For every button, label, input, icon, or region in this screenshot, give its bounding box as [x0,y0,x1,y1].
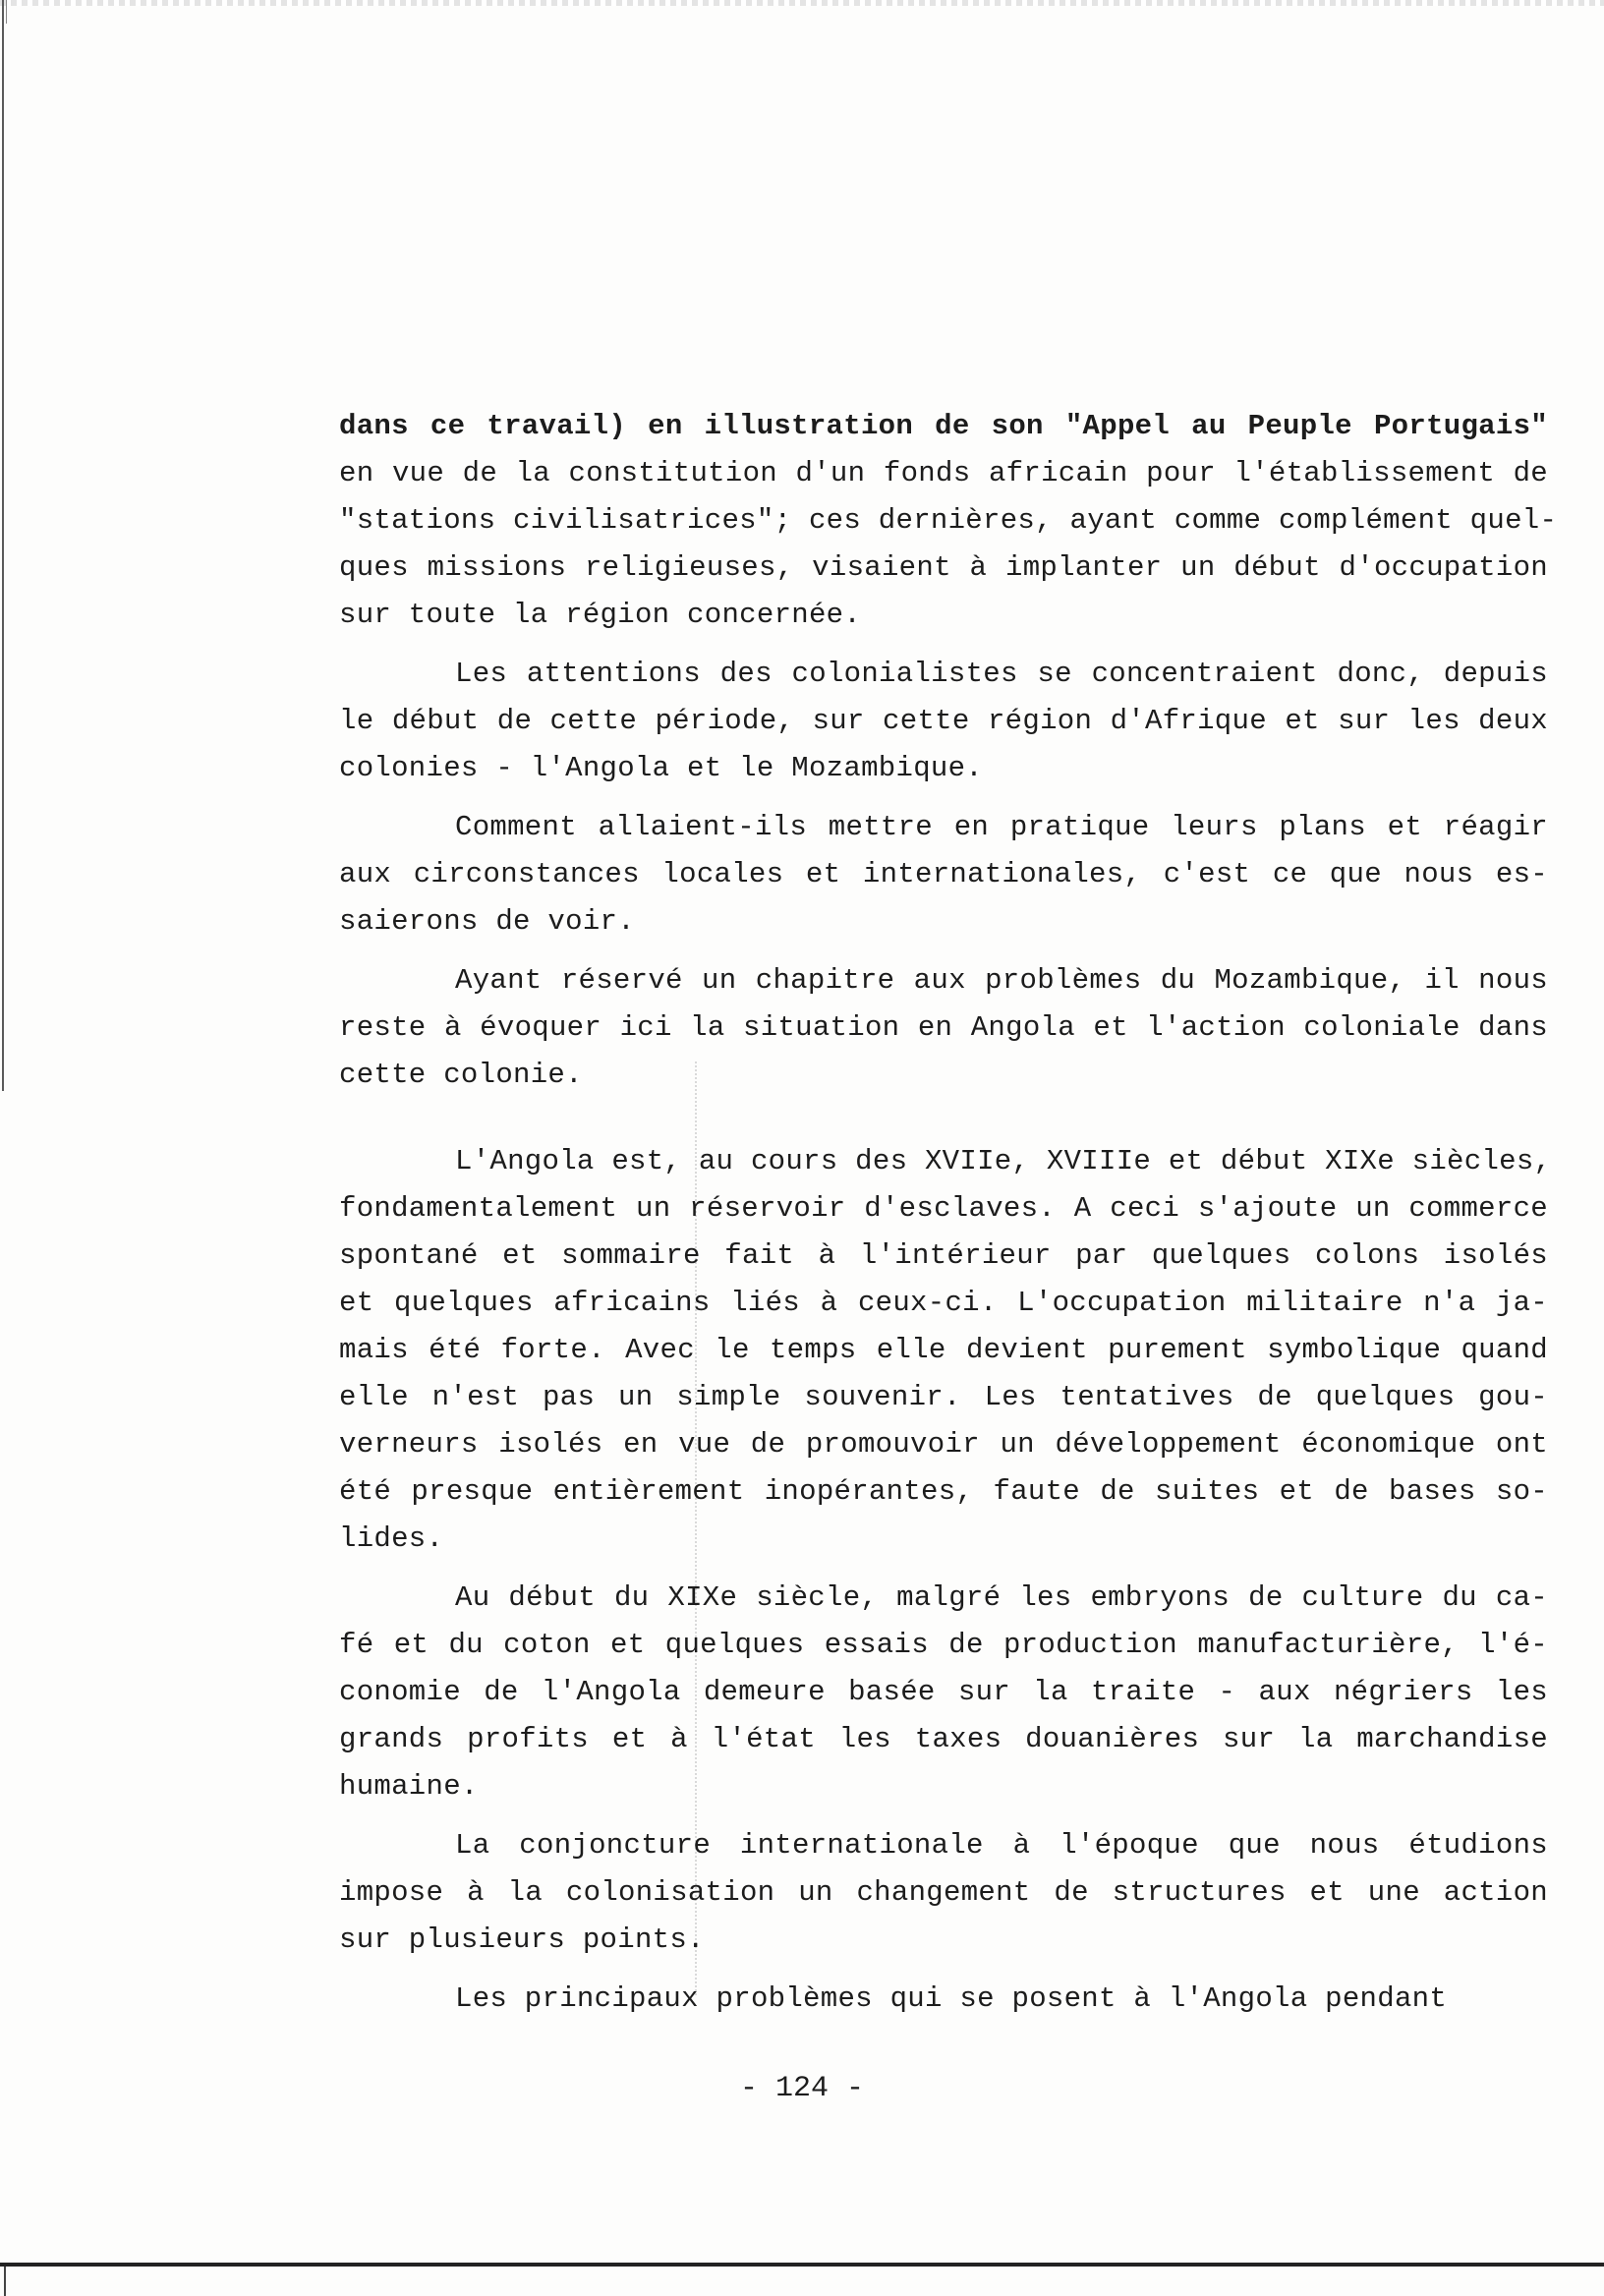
text-line: ques missions religieuses, visaient à implanter un début d'occupation [339,551,1548,584]
scan-bottom-rule [0,2263,1604,2267]
page-number: - 124 - [739,2072,865,2105]
text-line: saierons de voir. [339,905,635,938]
text-line: Ayant réservé un chapitre aux problèmes du Mozambique, il nous [455,964,1548,997]
text-line: en vue de la constitution d'un fonds africain pour l'établissement de [339,457,1548,489]
text-line: Au début du XIXe siècle, malgré les embryons de culture du ca- [455,1581,1548,1614]
text-block-part1 [339,403,1558,1099]
text-line: Comment allaient-ils mettre en pratique leurs plans et réagir [455,811,1548,843]
paragraph [339,1822,1548,1964]
paragraph [339,957,1548,1099]
text-line: impose à la colonisation un changement de structures et une action [339,1876,1548,1909]
text-line: conomie de l'Angola demeure basée sur la traite - aux négriers les [339,1676,1548,1708]
text-line: reste à évoquer ici la situation en Angola et l'action coloniale dans [339,1011,1548,1044]
scan-top-edge [0,0,1604,6]
text-line: spontané et sommaire fait à l'intérieur par quelques colons isolés [339,1239,1548,1272]
paragraph [339,403,1558,639]
text-line: le début de cette période, sur cette région d'Afrique et sur les deux [339,705,1548,737]
text-line: et quelques africains liés à ceux-ci. L'occupation militaire n'a ja- [339,1287,1548,1319]
text-line: été presque entièrement inopérantes, faute de suites et de bases so- [339,1475,1548,1508]
text-line: cette colonie. [339,1059,583,1091]
text-line: La conjoncture internationale à l'époque que nous étudions [455,1829,1548,1862]
paragraph [339,1138,1552,1563]
text-line: sur toute la région concernée. [339,599,862,631]
text-line: Les attentions des colonialistes se concentraient donc, depuis [455,658,1548,690]
text-line: fondamentalement un réservoir d'esclaves. A ceci s'ajoute un commerce [339,1192,1548,1225]
text-line: dans ce travail) en illustration de son "Appel au Peuple Portugais" [339,410,1548,442]
paragraph [339,1976,1548,2023]
text-line: sur plusieurs points. [339,1923,705,1956]
text-line: L'Angola est, au cours des XVIIe, XVIIIe et début XIXe siècles, [455,1145,1552,1177]
text-line: Les principaux problèmes qui se posent à l'Angola pendant [455,1982,1448,2015]
paragraph [339,1575,1548,1810]
text-line: colonies - l'Angola et le Mozambique. [339,752,984,784]
text-line: grands profits et à l'état les taxes douanières sur la marchandise [339,1723,1548,1755]
text-line: "stations civilisatrices"; ces dernières, ayant comme complément quel- [339,504,1558,537]
scan-bottom-tick [4,2267,6,2296]
text-block-part2 [339,1138,1552,2023]
text-line: verneurs isolés en vue de promouvoir un développement économique ont [339,1428,1548,1461]
text-line: elle n'est pas un simple souvenir. Les tentatives de quelques gou- [339,1381,1548,1413]
text-line: lides. [339,1522,444,1555]
text-line: aux circonstances locales et internationales, c'est ce que nous es- [339,858,1548,890]
scan-left-tick [6,0,7,24]
paragraph [339,651,1548,792]
text-line: humaine. [339,1770,479,1803]
paragraph [339,804,1548,946]
text-line: mais été forte. Avec le temps elle devient purement symbolique quand [339,1334,1548,1366]
scan-left-rule [2,0,4,1091]
text-line: fé et du coton et quelques essais de production manufacturière, l'é- [339,1629,1548,1661]
